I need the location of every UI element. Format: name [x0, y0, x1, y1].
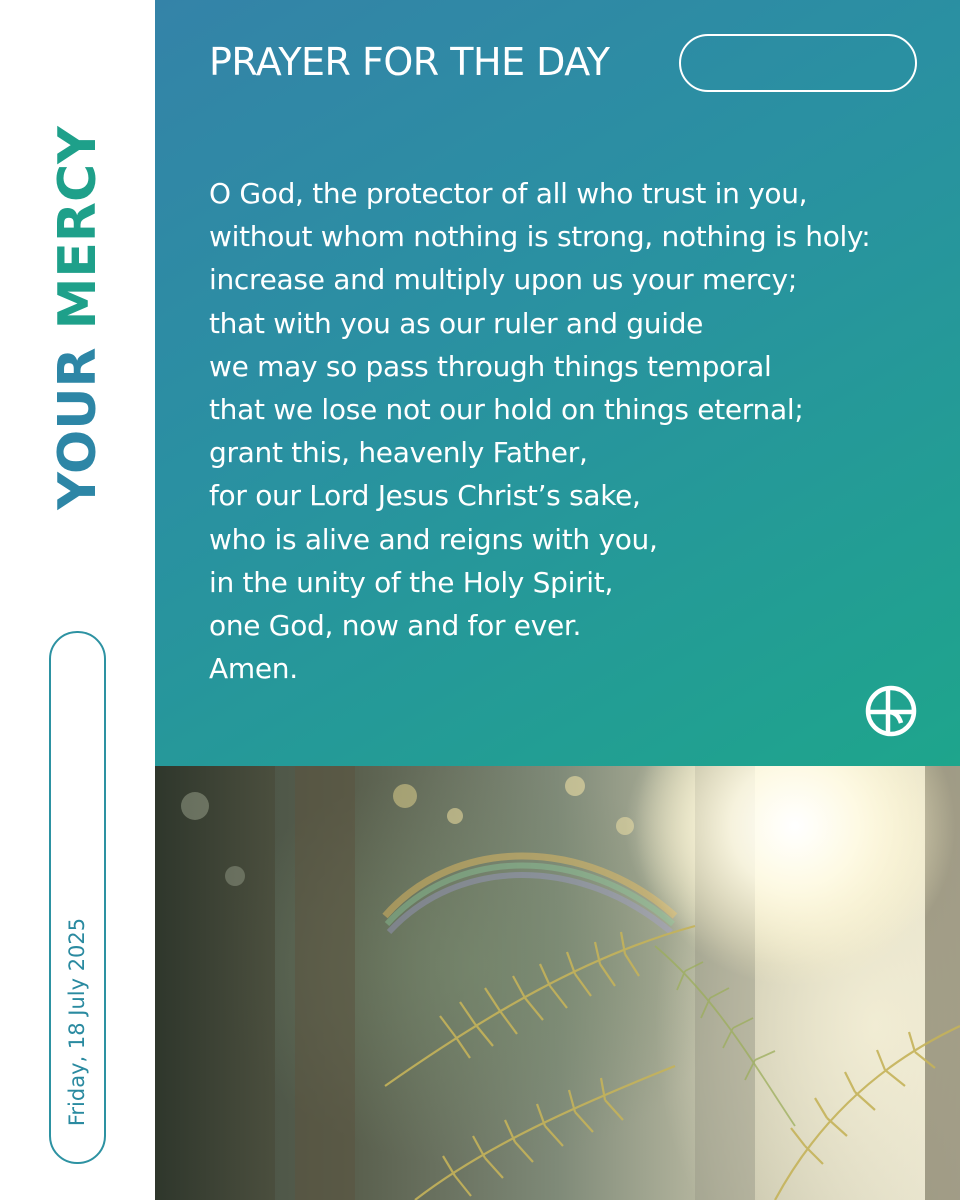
prayer-panel: [155, 0, 960, 766]
prayer-line: we may so pass through things temporal: [209, 349, 772, 383]
prayer-line: O God, the protector of all who trust in you,: [209, 177, 808, 210]
prayer-line: who is alive and reigns with you,: [209, 522, 658, 556]
prayer-text: [209, 172, 870, 690]
prayer-line: grant this, heavenly Father,: [209, 436, 588, 470]
vertical-theme-title: [48, 126, 108, 510]
page-heading: PRAYER FOR THE DAY: [209, 40, 610, 84]
header-pill-outline: [679, 34, 917, 92]
prayer-line: without whom nothing is strong, nothing is holy:: [209, 220, 871, 254]
prayer-line: in the unity of the Holy Spirit,: [209, 565, 614, 599]
prayer-line: Amen.: [209, 652, 298, 686]
prayer-line: that we lose not our hold on things eternal;: [209, 393, 804, 427]
forest-sunlight-photo: [155, 766, 960, 1200]
theme-title-word-your: YOUR: [48, 347, 108, 510]
photo-illustration: [155, 766, 960, 1200]
prayer-line: one God, now and for ever.: [209, 609, 582, 643]
date-label: Friday, 18 July 2025: [65, 917, 89, 1127]
prayer-line: increase and multiply upon us your mercy;: [209, 263, 797, 297]
church-cross-logo-icon: [863, 683, 919, 739]
theme-title-word-mercy: MERCY: [48, 126, 108, 330]
prayer-line: for our Lord Jesus Christ’s sake,: [209, 479, 641, 513]
left-sidebar: [0, 0, 155, 1200]
prayer-line: that with you as our ruler and guide: [209, 306, 704, 340]
